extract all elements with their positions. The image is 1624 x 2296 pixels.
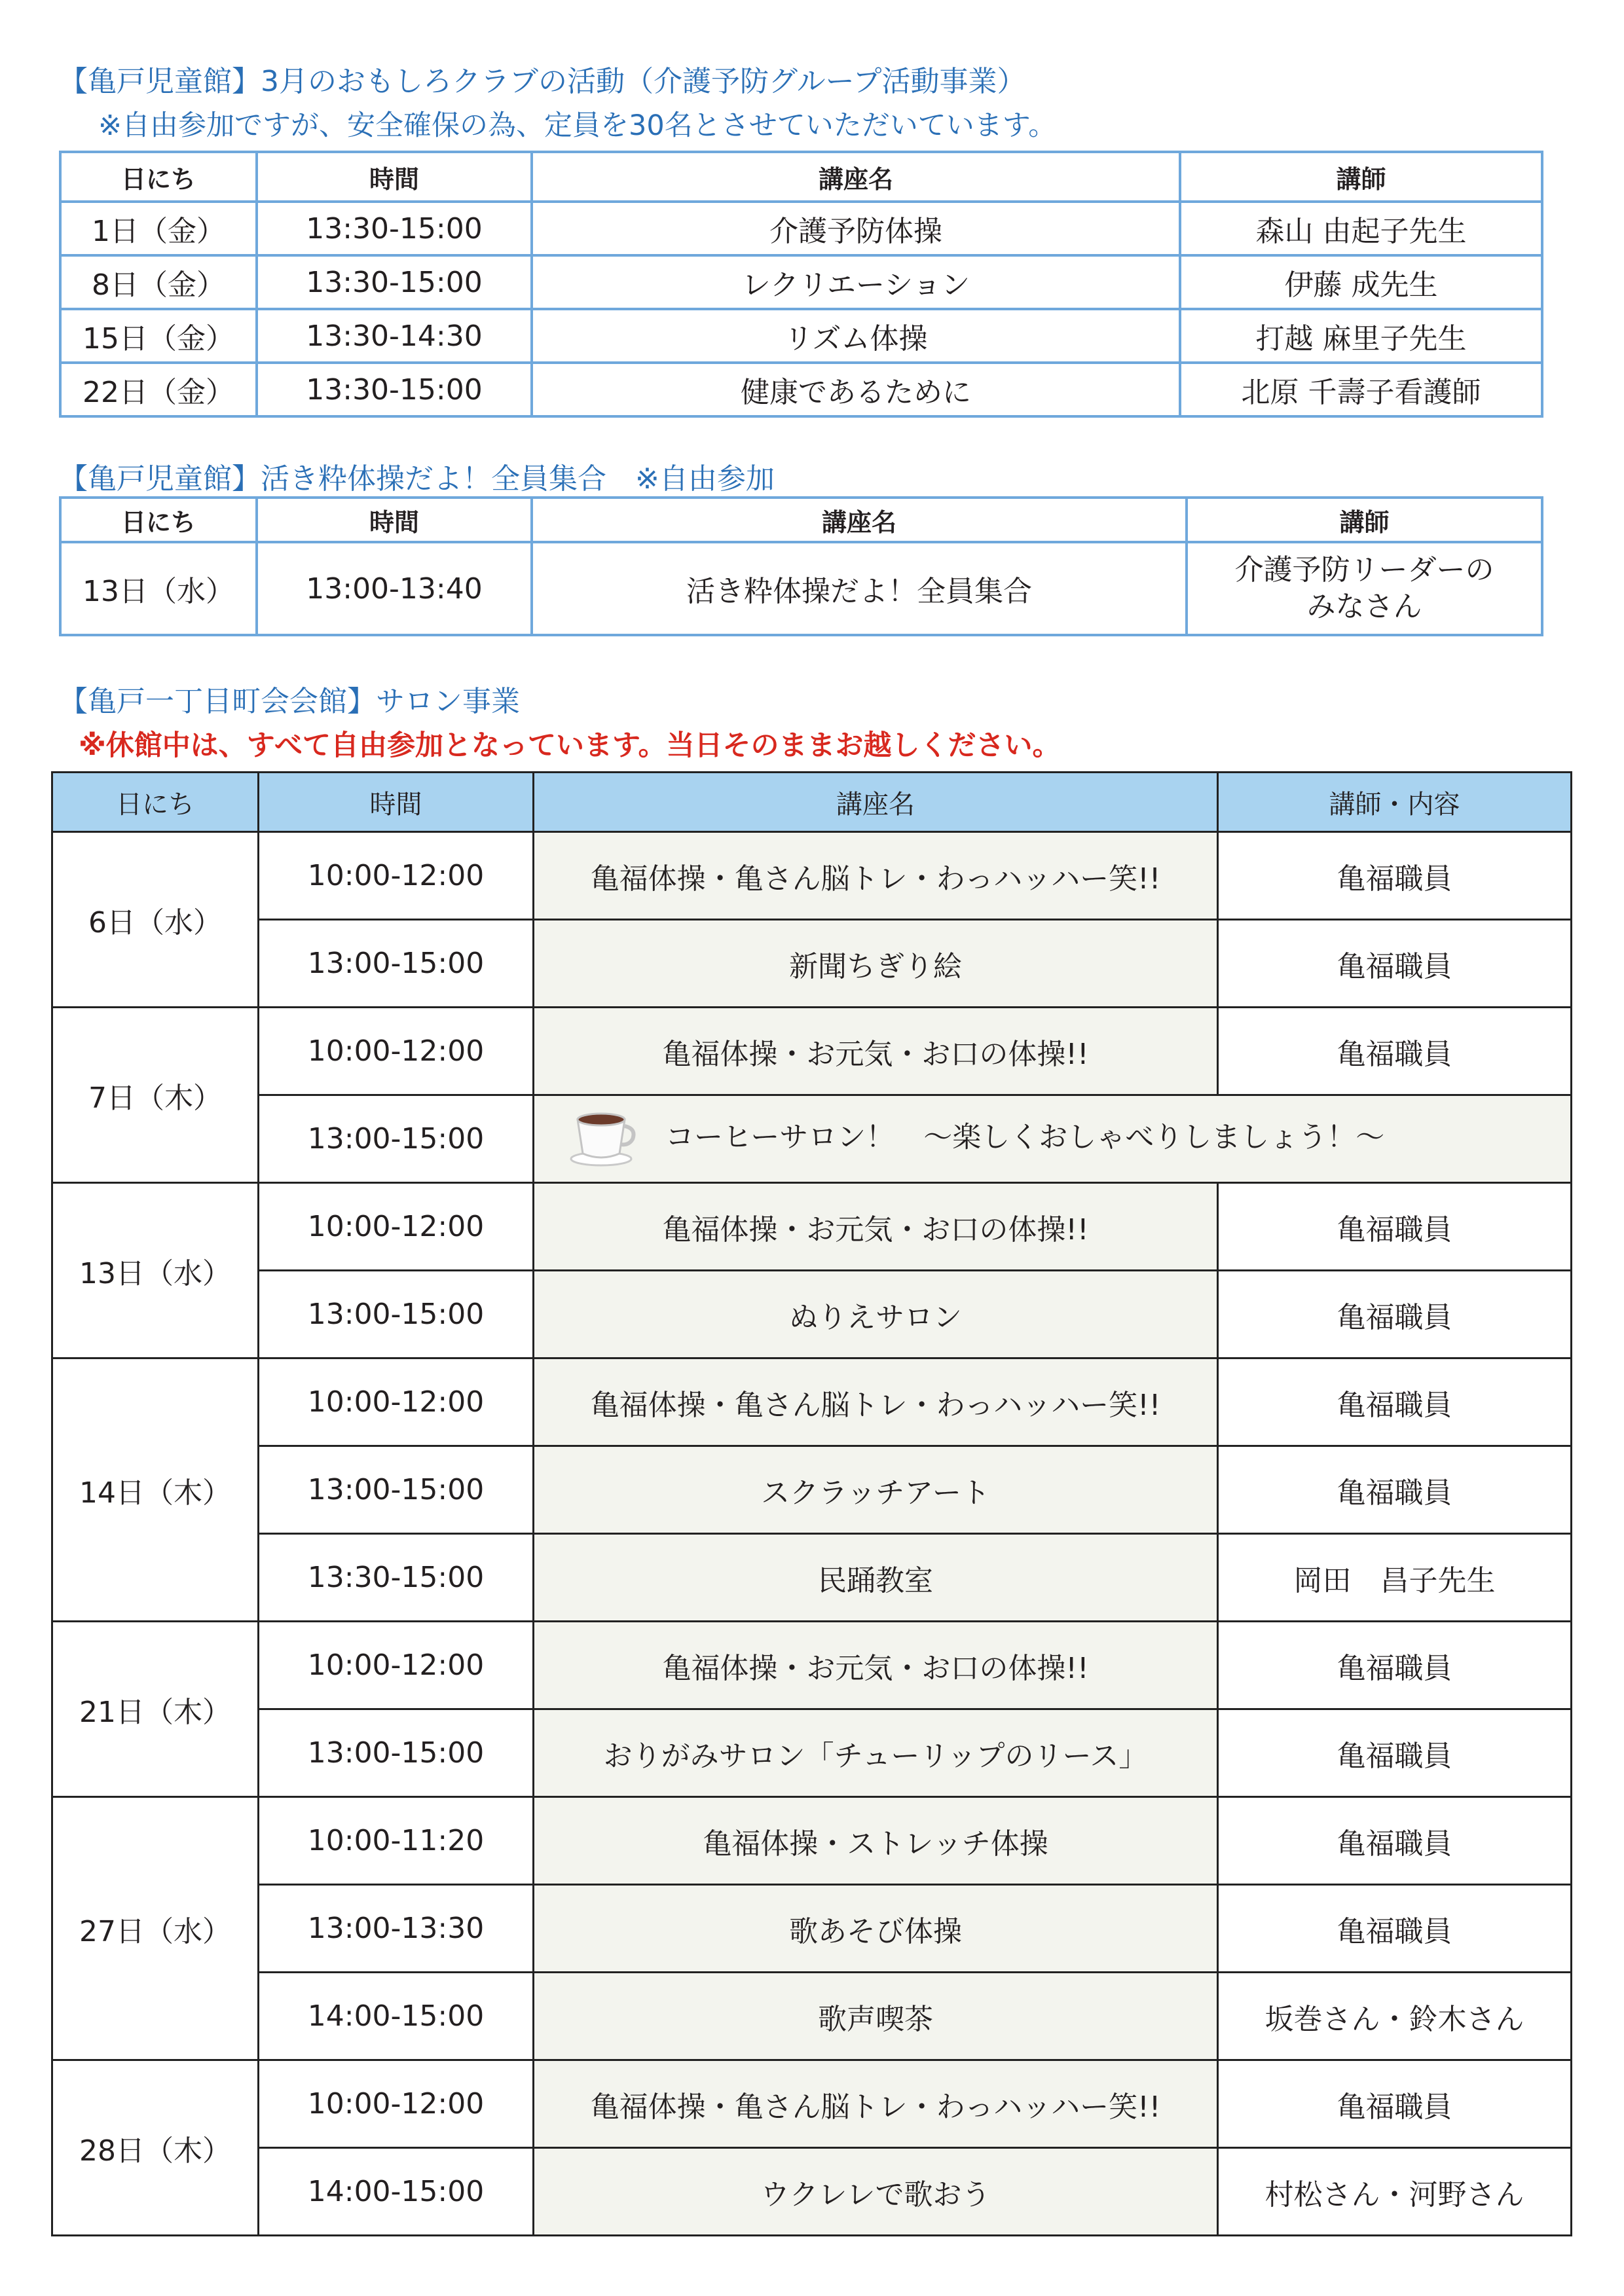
row-course: リズム体操	[532, 309, 1180, 363]
section2-heading: 【亀戸児童館】活き粋体操だよ！全員集合 ※自由参加	[59, 462, 775, 496]
session-time: 10:00-12:00	[259, 1622, 534, 1709]
row-teacher: 森山 由起子先生	[1180, 202, 1542, 255]
day-date: 6日（水）	[52, 832, 259, 1008]
header-time: 時間	[259, 773, 534, 832]
session-time: 13:00-15:00	[259, 1271, 534, 1358]
table-row	[52, 1008, 1572, 1095]
session-course: おりがみサロン「チューリップのリース」	[534, 1709, 1218, 1797]
session-teacher: 亀福職員	[1218, 1446, 1572, 1534]
ikiiki-exercise-table	[59, 496, 1543, 636]
row-teacher: 北原 千壽子看護師	[1180, 363, 1542, 416]
session-teacher: 亀福職員	[1218, 1271, 1572, 1358]
session-course: 亀福体操・お元気・お口の体操!!	[534, 1008, 1218, 1095]
salon-schedule-table	[51, 771, 1572, 2236]
row-date: 1日（金）	[60, 202, 257, 255]
header-time: 時間	[257, 498, 532, 542]
session-time: 13:00-15:00	[259, 1446, 534, 1534]
row-time: 13:00-13:40	[257, 542, 532, 635]
table-row	[52, 920, 1572, 1008]
table-row	[60, 309, 1542, 363]
header-time: 時間	[257, 152, 532, 202]
session-course: 新聞ちぎり絵	[534, 920, 1218, 1008]
session-teacher: 亀福職員	[1218, 1358, 1572, 1446]
table-row	[52, 2060, 1572, 2148]
header-date: 日にち	[60, 152, 257, 202]
section1-heading: 【亀戸児童館】3月のおもしろクラブの活動（介護予防グループ活動事業）	[59, 65, 1026, 98]
session-teacher: 村松さん・河野さん	[1218, 2148, 1572, 2236]
session-course: 亀福体操・亀さん脳トレ・わっハッハー笑!!	[534, 2060, 1218, 2148]
row-date: 8日（金）	[60, 255, 257, 309]
session-course: 民踊教室	[534, 1534, 1218, 1622]
table-row	[52, 1183, 1572, 1271]
header-teacher: 講師	[1187, 498, 1542, 542]
session-course: 亀福体操・亀さん脳トレ・わっハッハー笑!!	[534, 832, 1218, 920]
table-row	[52, 1709, 1572, 1797]
row-course: 活き粋体操だよ！全員集合	[532, 542, 1187, 635]
session-time: 13:00-15:00	[259, 1095, 534, 1183]
session-teacher: 亀福職員	[1218, 1183, 1572, 1271]
header-date: 日にち	[60, 498, 257, 542]
teacher-line: みなさん	[1306, 590, 1422, 623]
row-course: 健康であるために	[532, 363, 1180, 416]
session-time: 14:00-15:00	[259, 2148, 534, 2236]
row-time: 13:30-14:30	[257, 309, 532, 363]
session-teacher: 坂巻さん・鈴木さん	[1218, 1973, 1572, 2060]
table-row	[52, 1973, 1572, 2060]
day-date: 14日（木）	[52, 1358, 259, 1622]
session-course: 亀福体操・お元気・お口の体操!!	[534, 1622, 1218, 1709]
header-teacher: 講師・内容	[1218, 773, 1572, 832]
session-time: 10:00-12:00	[259, 832, 534, 920]
session-course: 亀福体操・お元気・お口の体操!!	[534, 1183, 1218, 1271]
table-row	[52, 1797, 1572, 1885]
row-date: 13日（水）	[60, 542, 257, 635]
day-date: 28日（木）	[52, 2060, 259, 2236]
row-course: レクリエーション	[532, 255, 1180, 309]
row-date: 15日（金）	[60, 309, 257, 363]
table-row	[52, 1271, 1572, 1358]
row-time: 13:30-15:00	[257, 202, 532, 255]
session-teacher: 亀福職員	[1218, 1622, 1572, 1709]
session-teacher: 亀福職員	[1218, 1008, 1572, 1095]
session-time: 14:00-15:00	[259, 1973, 534, 2060]
club-schedule-table	[59, 151, 1543, 418]
header-course: 講座名	[534, 773, 1218, 832]
row-teacher: 伊藤 成先生	[1180, 255, 1542, 309]
session-course: ウクレレで歌おう	[534, 2148, 1218, 2236]
day-date: 27日（水）	[52, 1797, 259, 2060]
table-row	[60, 363, 1542, 416]
session-teacher: 亀福職員	[1218, 2060, 1572, 2148]
table-row	[60, 202, 1542, 255]
table-header-row	[60, 152, 1542, 202]
table-row	[52, 1885, 1572, 1973]
session-time: 10:00-12:00	[259, 1008, 534, 1095]
section3-heading: 【亀戸一丁目町会会館】サロン事業	[59, 685, 520, 718]
table-row	[52, 1446, 1572, 1534]
row-teacher	[1187, 542, 1542, 635]
section3-note: ※休館中は、すべて自由参加となっています。当日そのままお越しください。	[79, 729, 1061, 762]
session-course: スクラッチアート	[534, 1446, 1218, 1534]
row-time: 13:30-15:00	[257, 363, 532, 416]
header-course: 講座名	[532, 498, 1187, 542]
table-row	[52, 1534, 1572, 1622]
table-row	[60, 255, 1542, 309]
session-teacher: 亀福職員	[1218, 1885, 1572, 1973]
session-teacher: 亀福職員	[1218, 832, 1572, 920]
session-teacher: 亀福職員	[1218, 920, 1572, 1008]
session-course: コーヒーサロン！ ～楽しくおしゃべりしましょう！～	[665, 1120, 1385, 1154]
session-time: 10:00-11:20	[259, 1797, 534, 1885]
coffee-cup-icon	[567, 1102, 639, 1175]
header-date: 日にち	[52, 773, 259, 832]
day-date: 7日（木）	[52, 1008, 259, 1183]
session-time: 10:00-12:00	[259, 1358, 534, 1446]
session-time: 13:00-15:00	[259, 920, 534, 1008]
section1-note: ※自由参加ですが、安全確保の為、定員を30名とさせていただいています。	[98, 109, 1057, 142]
header-teacher: 講師	[1180, 152, 1542, 202]
session-course: 歌あそび体操	[534, 1885, 1218, 1973]
session-time: 13:00-13:30	[259, 1885, 534, 1973]
table-row	[52, 2148, 1572, 2236]
table-row	[60, 542, 1542, 635]
row-teacher: 打越 麻里子先生	[1180, 309, 1542, 363]
row-course: 介護予防体操	[532, 202, 1180, 255]
session-time: 13:30-15:00	[259, 1534, 534, 1622]
table-row	[52, 1622, 1572, 1709]
row-time: 13:30-15:00	[257, 255, 532, 309]
session-time: 10:00-12:00	[259, 1183, 534, 1271]
session-teacher: 亀福職員	[1218, 1709, 1572, 1797]
session-course: 歌声喫茶	[534, 1973, 1218, 2060]
session-course: ぬりえサロン	[534, 1271, 1218, 1358]
day-date: 21日（木）	[52, 1622, 259, 1797]
session-time: 13:00-15:00	[259, 1709, 534, 1797]
table-row	[52, 832, 1572, 920]
coffee-salon-cell	[534, 1095, 1572, 1183]
teacher-line: 介護予防リーダーの	[1234, 553, 1494, 587]
table-header-row	[60, 498, 1542, 542]
table-header-row	[52, 773, 1572, 832]
day-date: 13日（水）	[52, 1183, 259, 1358]
session-teacher: 亀福職員	[1218, 1797, 1572, 1885]
session-time: 10:00-12:00	[259, 2060, 534, 2148]
session-course: 亀福体操・ストレッチ体操	[534, 1797, 1218, 1885]
table-row	[52, 1358, 1572, 1446]
session-course: 亀福体操・亀さん脳トレ・わっハッハー笑!!	[534, 1358, 1218, 1446]
session-teacher: 岡田 昌子先生	[1218, 1534, 1572, 1622]
row-date: 22日（金）	[60, 363, 257, 416]
header-course: 講座名	[532, 152, 1180, 202]
table-row	[52, 1095, 1572, 1183]
